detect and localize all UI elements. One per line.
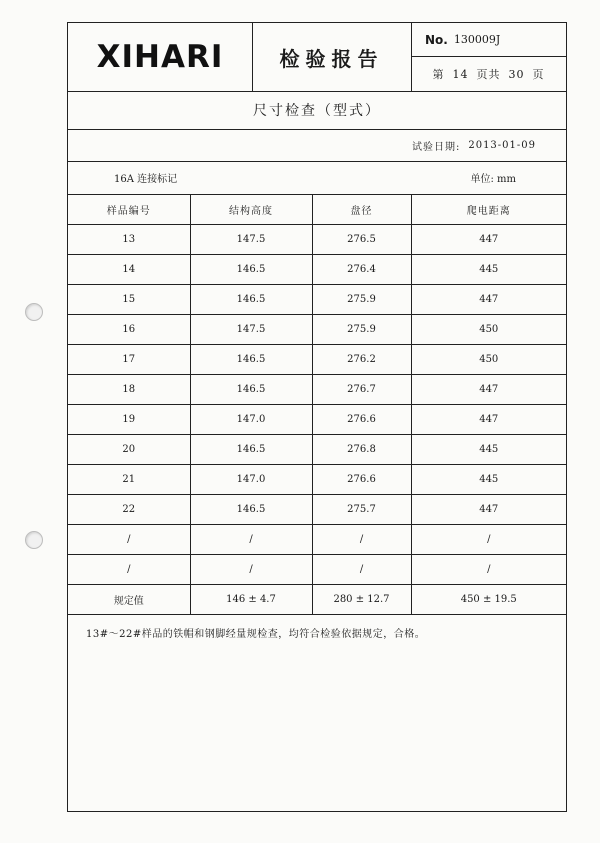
report-header [68,23,566,92]
punch-hole-bottom [25,531,43,549]
table-cell: 276.7 [312,375,411,405]
table-cell: 146.5 [190,435,312,465]
table-cell: / [190,555,312,585]
table-row [68,465,566,495]
table-cell: 146.5 [190,285,312,315]
column-header: 盘径 [312,195,411,225]
page-number: 14 [452,67,469,81]
table-cell: 15 [68,285,190,315]
table-cell: 22 [68,495,190,525]
table-header-row [68,195,566,225]
table-cell: 447 [411,285,566,315]
table-cell: 16 [68,315,190,345]
table-row [68,405,566,435]
table-cell: 445 [411,435,566,465]
table-cell: / [411,555,566,585]
table-cell: 147.0 [190,405,312,435]
table-row [68,555,566,585]
table-cell: 276.2 [312,345,411,375]
table-row [68,375,566,405]
table-cell: 447 [411,405,566,435]
table-cell: 18 [68,375,190,405]
sample-name: 16A 连接标记 [114,174,178,185]
table-cell: 146.5 [190,345,312,375]
test-date [68,129,566,161]
table-cell: 19 [68,405,190,435]
company-logo: XIHARI [68,23,253,91]
table-cell: 276.6 [312,465,411,495]
page-indicator: 第 14 页共 30 页 [432,67,545,81]
table-cell: 17 [68,345,190,375]
table-cell: 276.6 [312,405,411,435]
sample-info-row [68,161,566,195]
table-cell: / [312,555,411,585]
table-cell: 447 [411,495,566,525]
spec-row [68,585,566,615]
spec-label: 规定值 [68,585,190,615]
table-row [68,255,566,285]
table-cell: / [190,525,312,555]
table-row [68,285,566,315]
table-cell: 275.7 [312,495,411,525]
table-cell: 146.5 [190,255,312,285]
table-row [68,435,566,465]
measurement-table [68,194,566,615]
table-cell: / [312,525,411,555]
test-date-label: 试验日期: [411,141,461,153]
page-total: 30 [508,67,525,81]
table-cell: / [68,555,190,585]
column-header: 爬电距离 [411,195,566,225]
table-cell: / [411,525,566,555]
table-cell: / [68,525,190,555]
table-cell: 146.5 [190,375,312,405]
table-cell: 275.9 [312,285,411,315]
table-row [68,345,566,375]
table-cell: 445 [411,255,566,285]
report-frame [67,22,567,812]
punch-hole-top [25,303,43,321]
inspection-conclusion: 13#～22#样品的铁帽和钢脚经量规检查，均符合检验依据规定，合格。 [86,629,426,640]
section-title: 尺寸检查（型式） [68,91,566,130]
table-cell: 445 [411,465,566,495]
table-cell: 14 [68,255,190,285]
table-cell: 450 [411,315,566,345]
report-number-label: No. [425,32,448,47]
test-date-value: 2013-01-09 [468,139,536,151]
table-row [68,525,566,555]
table-cell: 147.5 [190,315,312,345]
spec-cell: 146 ± 4.7 [190,585,312,615]
report-number [411,23,566,57]
table-cell: 21 [68,465,190,495]
table-cell: 146.5 [190,495,312,525]
table-cell: 447 [411,225,566,255]
column-header: 结构高度 [190,195,312,225]
table-cell: 147.0 [190,465,312,495]
table-cell: 13 [68,225,190,255]
table-cell: 276.4 [312,255,411,285]
table-cell: 20 [68,435,190,465]
spec-cell: 450 ± 19.5 [411,585,566,615]
table-cell: 447 [411,375,566,405]
table-cell: 450 [411,345,566,375]
table-cell: 147.5 [190,225,312,255]
table-row [68,225,566,255]
table-row [68,495,566,525]
report-number-value: 130009J [453,33,501,46]
spec-cell: 280 ± 12.7 [312,585,411,615]
table-cell: 276.5 [312,225,411,255]
table-cell: 276.8 [312,435,411,465]
column-header: 样品编号 [68,195,190,225]
report-title: 检验报告 [252,23,412,91]
table-row [68,315,566,345]
unit-label: 单位: mm [470,174,516,185]
table-cell: 275.9 [312,315,411,345]
